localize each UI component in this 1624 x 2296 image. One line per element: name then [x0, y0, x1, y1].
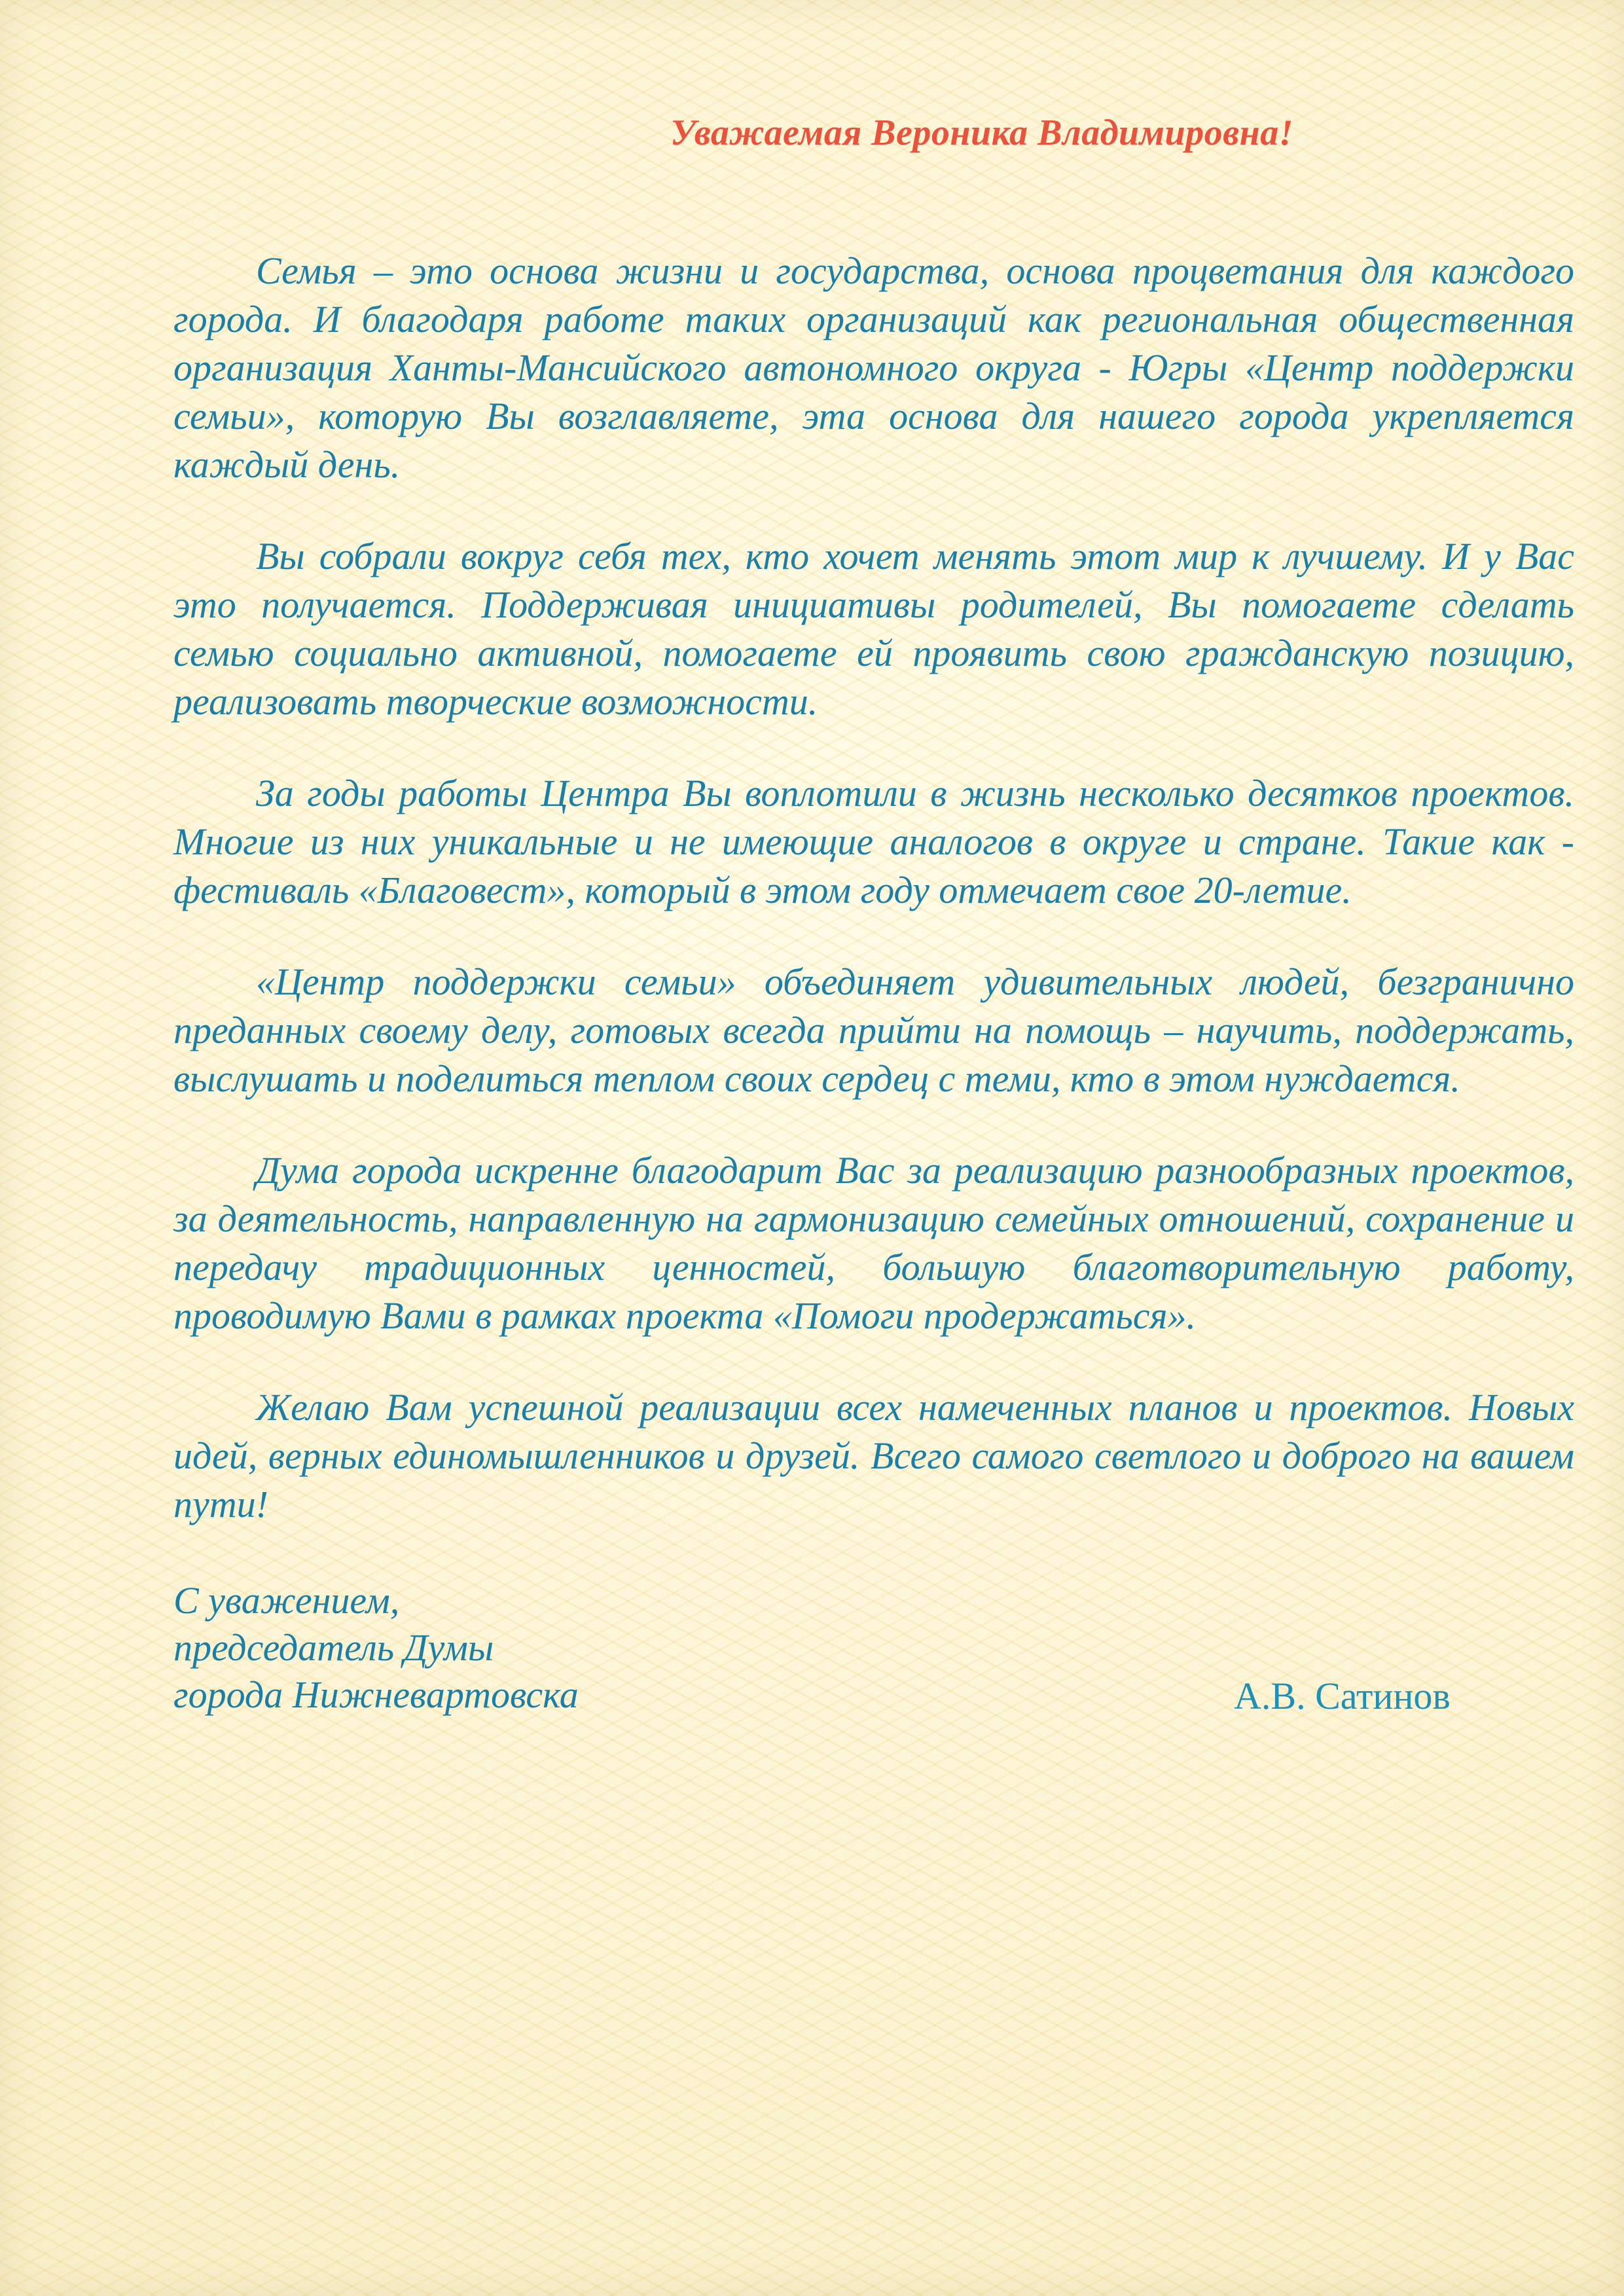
letter-paragraph-4: «Центр поддержки семьи» объединяет удивительных людей, безгранично преданных своему делу, готовых всегда прийти на помощь – научить, поддержать, выслушать и поделиться теплом своих сердец с теми, кто в этом нуждается. [173, 960, 1574, 1101]
closing-position: председатель Думы [173, 1626, 494, 1669]
letter-paragraph-6: Желаю Вам успешной реализации всех намеченных планов и проектов. Новых идей, верных единомышленников и друзей. Всего самого светлого и доброго на вашем пути! [173, 1386, 1574, 1526]
letter-greeting: Уважаемая Вероника Владимировна! [670, 113, 1294, 153]
letter-paragraph-5: Дума города искренне благодарит Вас за реализацию разнообразных проектов, за деятельность, направленную на гармонизацию семейных отношений, сохранение и передачу традиционных ценностей, большую благотворительную работу, проводимую Вами в рамках проекта «Помоги продержаться». [173, 1149, 1574, 1338]
closing-block [173, 1577, 1574, 1774]
letter-paragraph-1: Семья – это основа жизни и государства, основа процветания для каждого города. И благодаря работе таких организаций как региональная общественная организация Ханты-Мансийского автономного округа - Югры «Центр поддержки семьи», которую Вы возглавляете, эта основа для нашего города укрепляется каждый день. [173, 249, 1574, 486]
letter-paragraph-3: За годы работы Центра Вы воплотили в жизнь несколько десятков проектов. Многие из них уникальные и не имеющие аналогов в округе и стране. Такие как - фестиваль «Благовест», который в этом году отмечает свое 20-летие. [173, 772, 1574, 912]
signatory-name: А.В. Сатинов [1234, 1675, 1451, 1718]
closing-city: города Нижневартовска [173, 1673, 579, 1717]
closing-lines [173, 1577, 579, 1719]
letter-paragraph-2: Вы собрали вокруг себя тех, кто хочет менять этот мир к лучшему. И у Вас это получается. Поддерживая инициативы родителей, Вы помогаете сделать семью социально активной, помогаете ей проявить свою гражданскую позицию, реализовать творческие возможности. [173, 535, 1574, 723]
letter [173, 111, 1574, 1774]
closing-regards: С уважением, [173, 1579, 400, 1622]
